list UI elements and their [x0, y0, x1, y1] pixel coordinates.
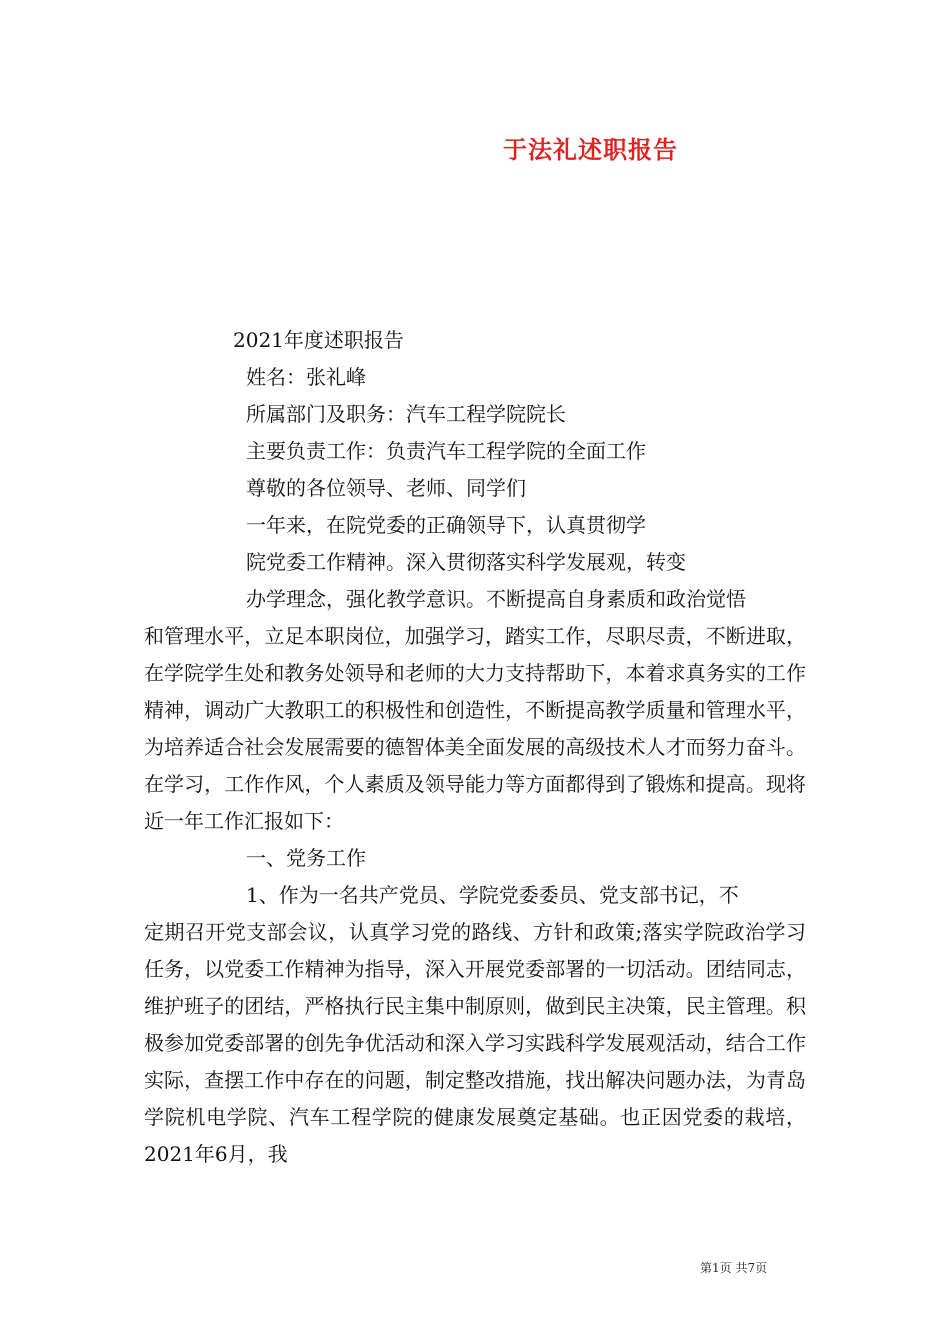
party-work-first-line: 1、作为一名共产党员、学院党委委员、党支部书记，不	[246, 883, 739, 907]
intro-paragraph: 和管理水平，立足本职岗位，加强学习，踏实工作，尽职尽责，不断进取，在学院学生处和教务处领导和老师的大力支持帮助下，本着求真务实的工作精神，调动广大教职工的积极性和创造性，不断提高教学质量和管理水平，为培养适合社会发展需要的德智体美全面发展的高级技术人才而努力奋斗。在学习，工作作风，个人素质及领导能力等方面都得到了锻炼和提高。现将近一年工作汇报如下：	[144, 624, 806, 833]
section-heading-party-work: 一、党务工作	[246, 846, 366, 870]
report-year-line: 2021年度述职报告	[233, 328, 404, 352]
intro-line-3: 办学理念，强化教学意识。不断提高自身素质和政治觉悟	[246, 587, 746, 611]
document-title: 于法礼述职报告	[503, 135, 678, 164]
intro-line-2: 院党委工作精神。深入贯彻落实科学发展观，转变	[246, 550, 686, 574]
department-line: 所属部门及职务：汽车工程学院院长	[246, 402, 566, 426]
party-work-paragraph: 定期召开党支部会议，认真学习党的路线、方针和政策;落实学院政治学习任务，以党委工作精神为指导，深入开展党委部署的一切活动。团结同志，维护班子的团结，严格执行民主集中制原则，做到民主决策，民主管理。积极参加党委部署的创先争优活动和深入学习实践科学发展观活动，结合工作实际，查摆工作中存在的问题，制定整改措施，找出解决问题办法，为青岛学院机电学院、汽车工程学院的健康发展奠定基础。也正因党委的栽培，2021年6月，我	[144, 920, 806, 1166]
salutation-line: 尊敬的各位领导、老师、同学们	[246, 476, 526, 500]
page-number-footer: 第1页 共7页	[700, 1261, 768, 1275]
intro-line-1: 一年来，在院党委的正确领导下，认真贯彻学	[246, 513, 646, 537]
responsibility-line: 主要负责工作：负责汽车工程学院的全面工作	[246, 439, 646, 463]
name-line: 姓名：张礼峰	[246, 365, 366, 389]
